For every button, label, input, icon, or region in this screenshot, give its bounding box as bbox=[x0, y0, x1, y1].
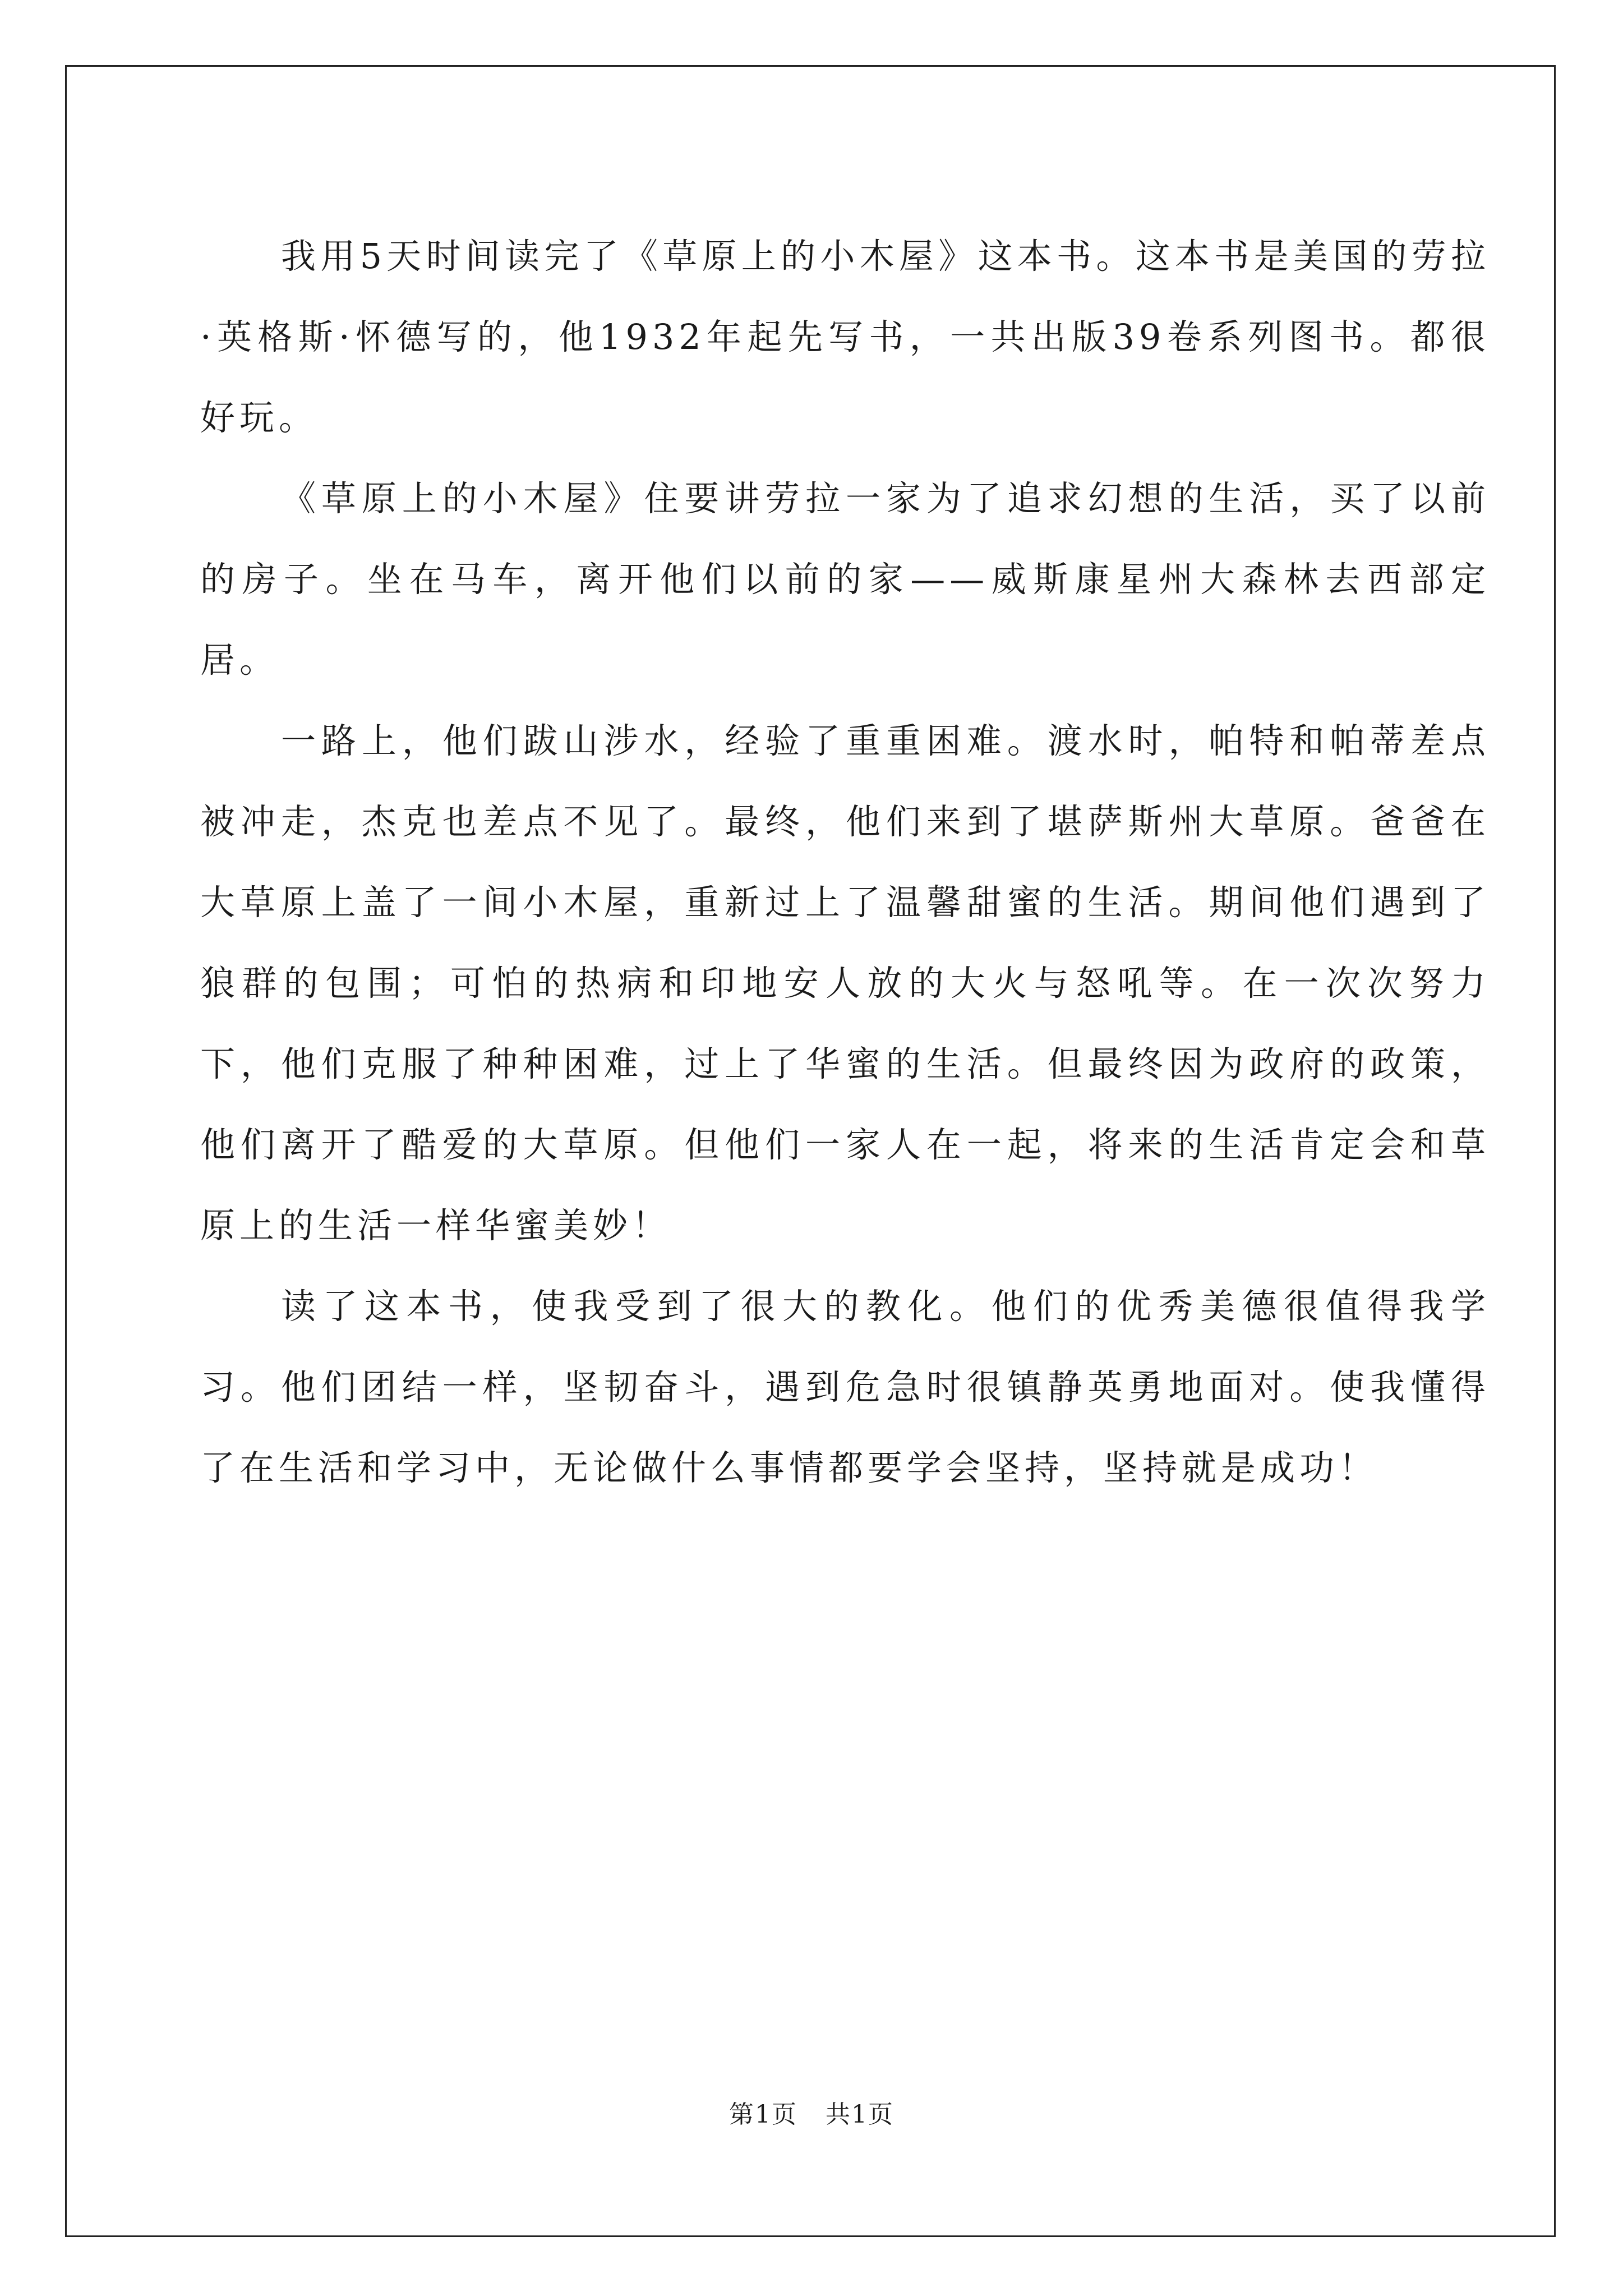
paragraph-3: 一路上，他们跋山涉水，经验了重重困难。渡水时，帕特和帕蒂差点被冲走，杰克也差点不见了。最终，他们来到了堪萨斯州大草原。爸爸在大草原上盖了一间小木屋，重新过上了温馨甜蜜的生活。期间他们遇到了狼群的包围；可怕的热病和印地安人放的大火与怒吼等。在一次次努力下，他们克服了种种困难，过上了华蜜的生活。但最终因为政府的政策，他们离开了酷爱的大草原。但他们一家人在一起，将来的生活肯定会和草原上的生活一样华蜜美妙！ bbox=[200, 720, 1490, 1246]
paragraph-2: 《草原上的小木屋》住要讲劳拉一家为了追求幻想的生活，买了以前的房子。坐在马车，离开他们以前的家——威斯康星州大森林去西部定居。 bbox=[200, 478, 1490, 680]
document-body bbox=[200, 216, 1490, 1508]
page-number: 第1页 bbox=[729, 2100, 797, 2129]
paragraph-1: 我用5天时间读完了《草原上的小木屋》这本书。这本书是美国的劳拉·英格斯·怀德写的，他1932年起先写书，一共出版39卷系列图书。都很好玩。 bbox=[200, 236, 1490, 438]
paragraph-4: 读了这本书，使我受到了很大的教化。他们的优秀美德很值得我学习。他们团结一样，坚韧奋斗，遇到危急时很镇静英勇地面对。使我懂得了在生活和学习中，无论做什么事情都要学会坚持，坚持就是成功！ bbox=[200, 1286, 1490, 1488]
page-total: 共1页 bbox=[826, 2100, 894, 2129]
page-footer bbox=[0, 2098, 1623, 2132]
